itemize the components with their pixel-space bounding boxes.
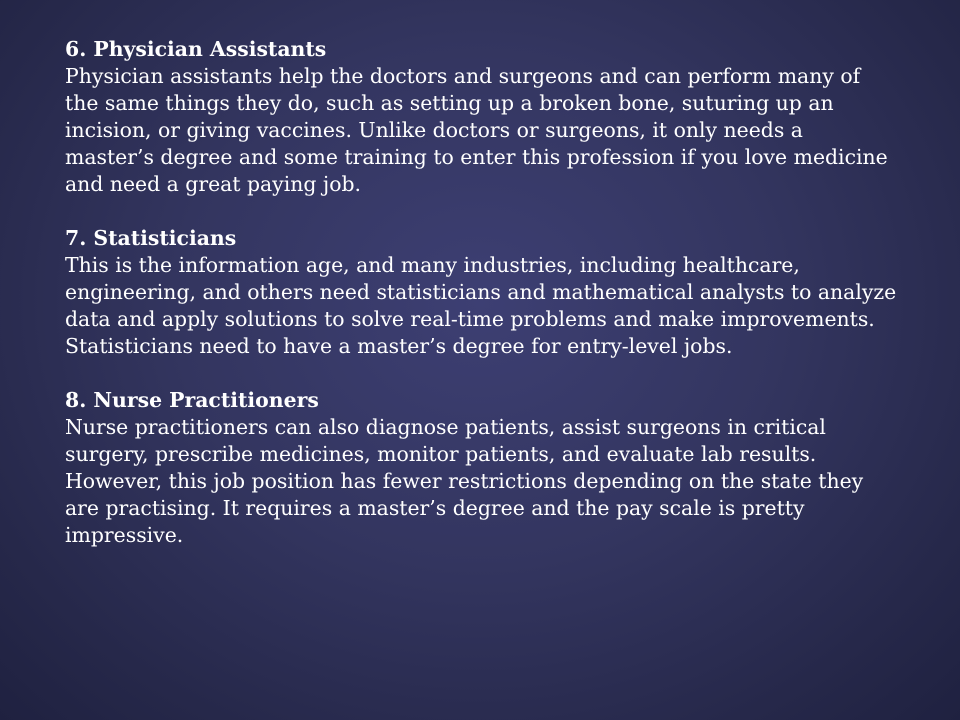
section-statisticians <box>65 225 935 360</box>
paragraph-line: the same things they do, such as setting up a broken bone, suturing up an <box>65 91 834 115</box>
slide-content <box>65 36 935 549</box>
paragraph-line: Physician assistants help the doctors and surgeons and can perform many of <box>65 64 861 88</box>
paragraph-line: This is the information age, and many industries, including healthcare, <box>65 253 800 277</box>
paragraph-line: However, this job position has fewer restrictions depending on the state they <box>65 469 864 493</box>
paragraph-line: surgery, prescribe medicines, monitor patients, and evaluate lab results. <box>65 442 817 466</box>
paragraph-line: engineering, and others need statisticians and mathematical analysts to analyze <box>65 280 897 304</box>
paragraph-line: data and apply solutions to solve real-time problems and make improvements. <box>65 307 875 331</box>
section-heading: 6. Physician Assistants <box>65 37 327 61</box>
section-nurse-practitioners <box>65 387 935 549</box>
paragraph-line: Nurse practitioners can also diagnose patients, assist surgeons in critical <box>65 415 826 439</box>
paragraph-line: impressive. <box>65 523 184 547</box>
paragraph-line: Statisticians need to have a master’s degree for entry-level jobs. <box>65 334 733 358</box>
paragraph-line: and need a great paying job. <box>65 172 362 196</box>
paragraph-line: are practising. It requires a master’s degree and the pay scale is pretty <box>65 496 805 520</box>
section-heading: 8. Nurse Practitioners <box>65 388 319 412</box>
section-heading: 7. Statisticians <box>65 226 237 250</box>
paragraph-line: incision, or giving vaccines. Unlike doctors or surgeons, it only needs a <box>65 118 803 142</box>
paragraph-line: master’s degree and some training to enter this profession if you love medicine <box>65 145 888 169</box>
section-physician-assistants <box>65 36 935 198</box>
